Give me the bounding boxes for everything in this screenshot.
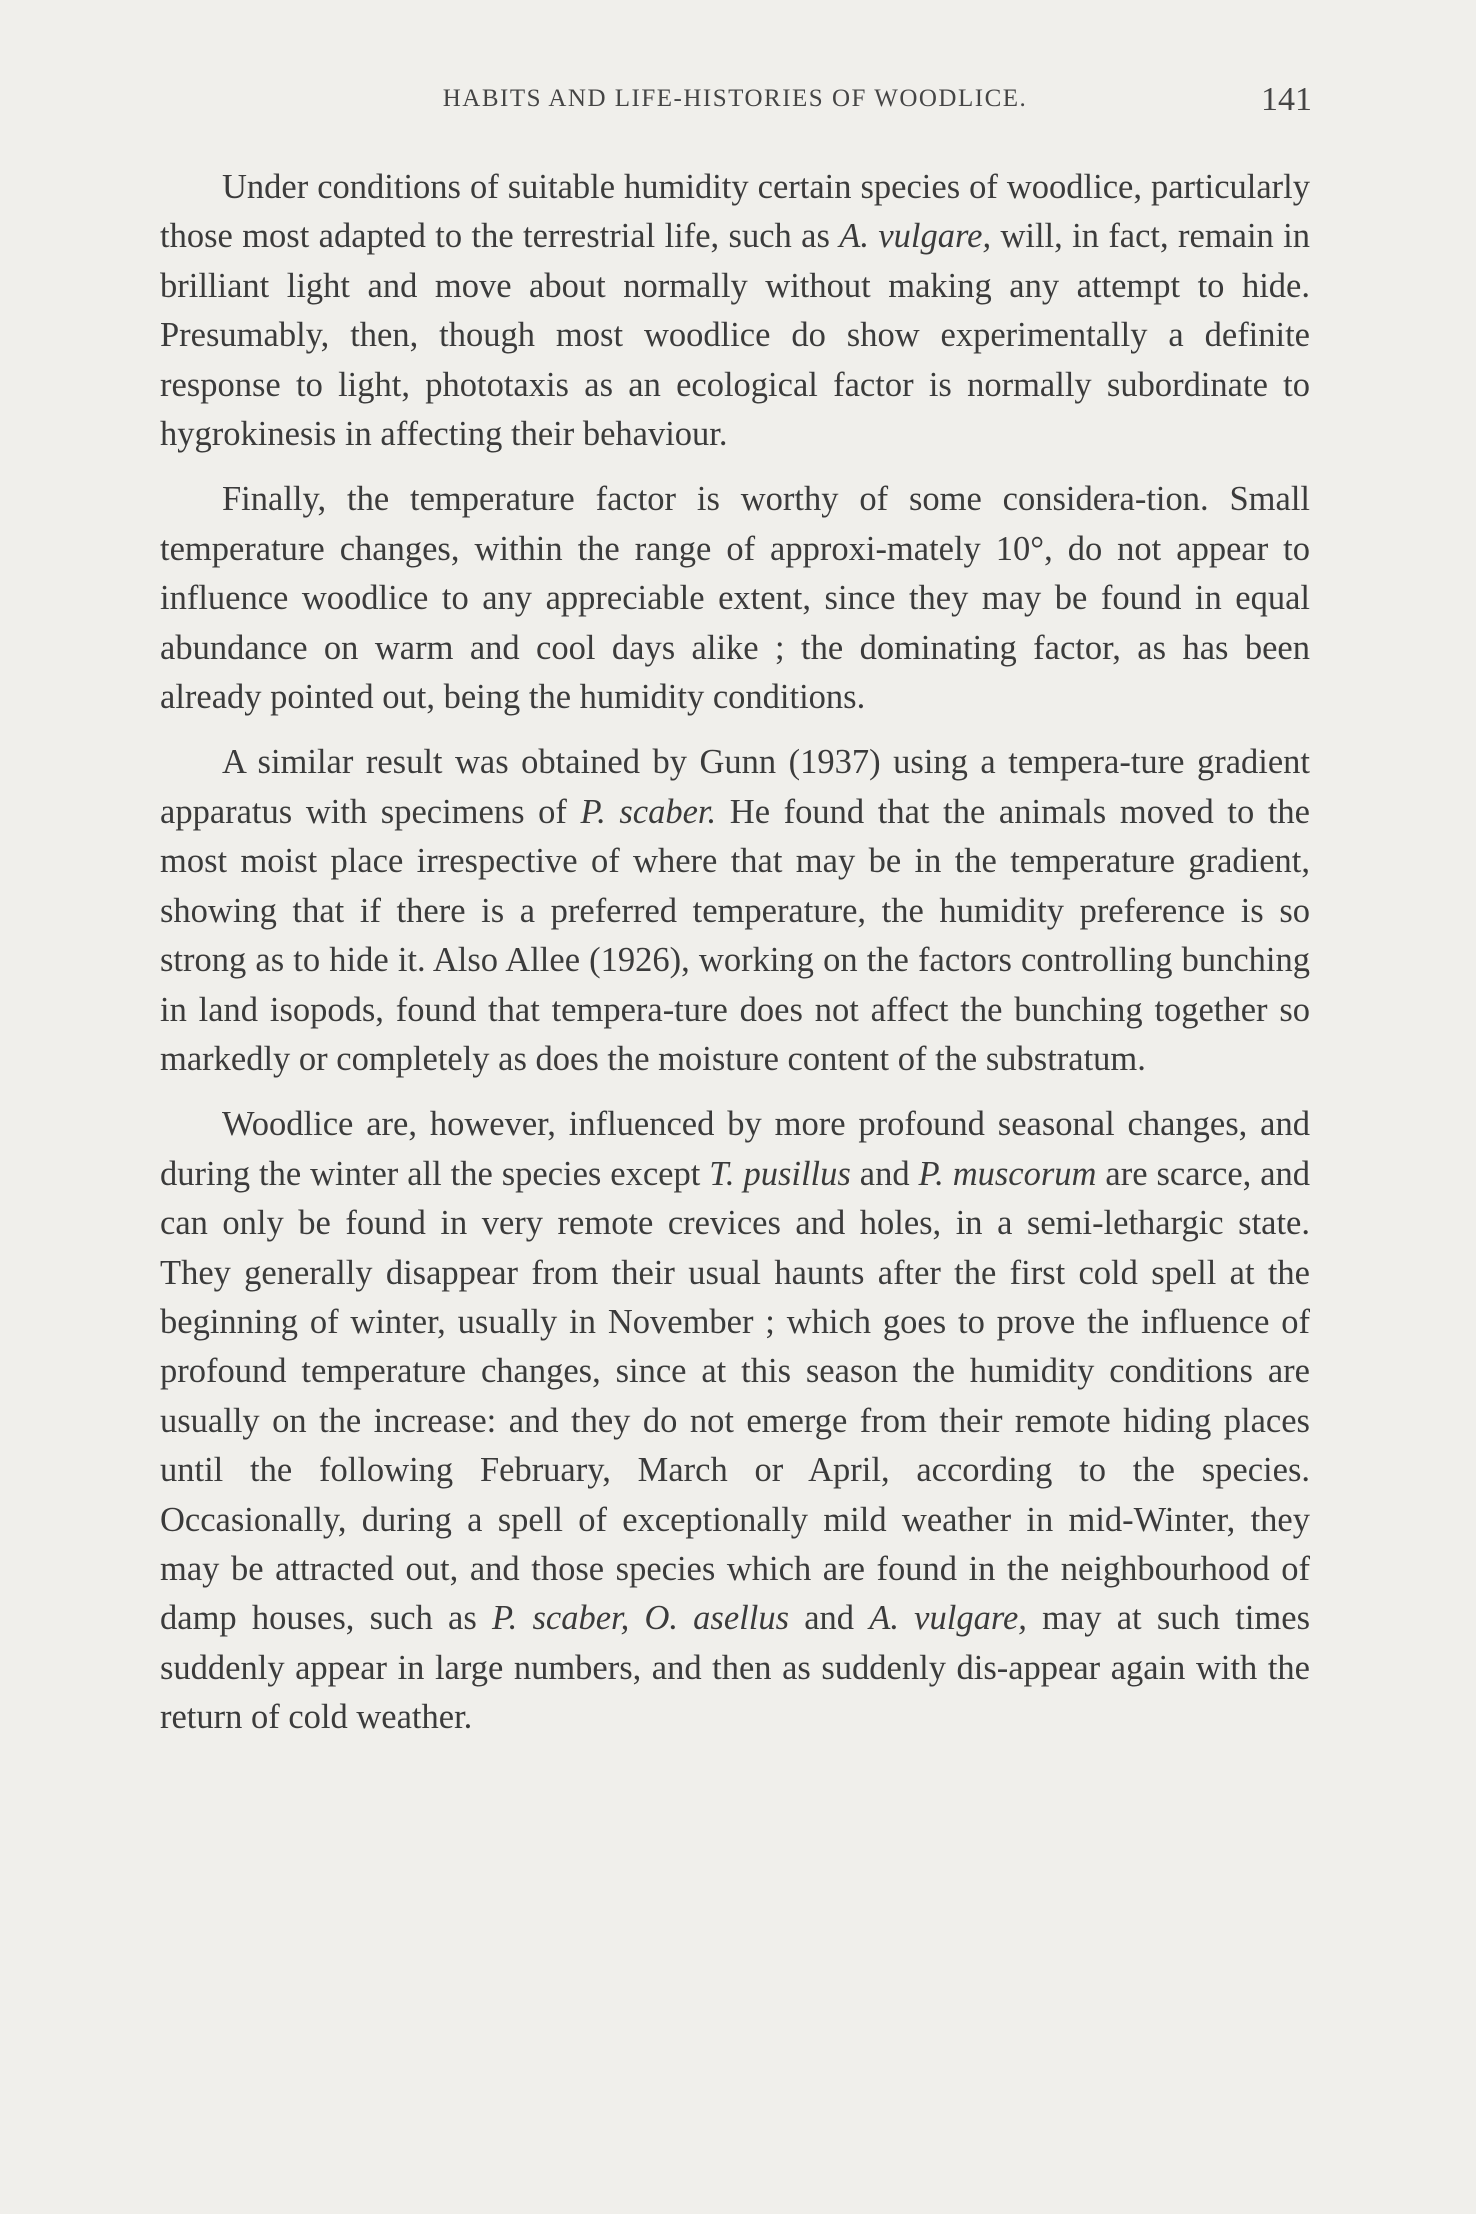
species-name: A. vulgare, [839, 217, 992, 256]
running-head [160, 81, 1312, 125]
paragraph-text: and [789, 1599, 870, 1638]
paragraph-2 [160, 475, 1310, 722]
paragraph-text: may at such times suddenly appear in large numbers, and then as suddenly dis-appear again with the return of cold weather. [160, 1599, 1311, 1737]
running-title: HABITS AND LIFE-HISTORIES OF WOODLICE. [442, 85, 1028, 112]
species-name: P. scaber, O. asellus [492, 1599, 790, 1638]
paragraph-text: A similar result was obtained by Gunn (1937) using a tempera-ture gradient apparatus with specimens of [160, 743, 1310, 831]
paragraph-1 [160, 163, 1310, 459]
paragraph-text: and [850, 1154, 919, 1193]
paragraph-text: He found that the animals moved to the most moist place irrespective of where that may be in the temperature gradient, showing that if there is a preferred temperature, the humidity preference is so strong as to hide it. Also Allee (1926), working on the factors controlling bunching in land isopods, found that tempera-ture does not affect the bunching together so markedly or completely as does the moisture content of the substratum. [160, 792, 1310, 1078]
species-name: P. scaber. [580, 792, 717, 831]
paragraph-3 [160, 738, 1310, 1084]
paragraph-text: will, in fact, remain in brilliant light and move about normally without making any attempt to hide. Presumably, then, though most woodlice do show experimentally a definite response to light, phototaxis as an ecological factor is normally subordinate to hygrokinesis in affecting their behaviour. [160, 217, 1311, 454]
species-name: P. muscorum [918, 1154, 1097, 1193]
page-number: 141 [1261, 81, 1312, 118]
paragraph-text: Under conditions of suitable humidity certain species of woodlice, particularly those most adapted to the terrestrial life, such as [160, 168, 1310, 256]
paragraph-text: are scarce, and can only be found in very remote crevices and holes, in a semi-lethargic state. They generally disappear from their usual haunts after the first cold spell at the beginning of winter, usually in November ; which goes to prove the influence of profound temperature changes, since at this season the humidity conditions are usually on the increase: and they do not emerge from their remote hiding places until the following February, March or April, according to the species. Occasionally, during a spell of exceptionally mild weather in mid-Winter, they may be attracted out, and those species which are found in the neighbourhood of damp houses, such as [160, 1154, 1311, 1638]
paragraph-text: Woodlice are, however, influenced by more profound seasonal changes, and during the winter all the species except [160, 1105, 1310, 1193]
species-name: T. pusillus [709, 1154, 851, 1193]
book-page [160, 81, 1312, 1759]
species-name: A. vulgare, [869, 1599, 1027, 1638]
paragraph-text: Finally, the temperature factor is worthy of some considera-tion. Small temperature changes, within the range of approxi-mately 10°, do not appear to influence woodlice to any appreciable extent, since they may be found in equal abundance on warm and cool days alike ; the dominating factor, as has been already pointed out, being the humidity conditions. [160, 480, 1310, 717]
paragraph-4 [160, 1100, 1310, 1742]
